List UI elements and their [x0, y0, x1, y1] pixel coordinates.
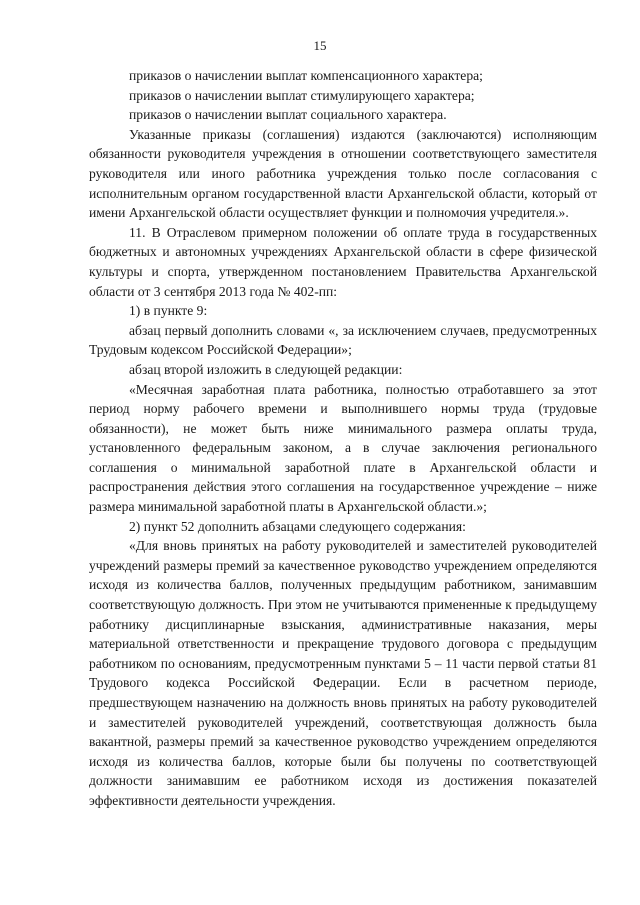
paragraph-social-orders: приказов о начислении выплат социального характера.	[129, 107, 447, 123]
paragraph-incentive-orders: приказов о начислении выплат стимулирующего характера;	[129, 87, 475, 103]
document-body	[89, 66, 597, 811]
page-number: 15	[313, 38, 327, 53]
paragraph-first-abzac-addition: абзац первый дополнить словами «, за исключением случаев, предусмотренных Трудовым кодексом Российской Федерации»;	[89, 322, 597, 358]
paragraph-bonus-rules: «Для вновь принятых на работу руководителей и заместителей руководителей учреждений размеры премий за качественное руководство учреждением определяются исходя из количества баллов, полученных предыдущим работником, занимавшим соответствующую должность. При этом не учитываются примененные к предыдущему работнику дисциплинарные взыскания, административные наказания, меры материальной ответственности и прекращение трудового договора с предыдущим работником по основаниям, предусмотренным пунктами 5 – 11 части первой статьи 81 Трудового кодекса Российской Федерации. Если в расчетном периоде, предшествующем назначению на должность вновь принятых на работу руководителей и заместителей руководителей учреждений, соответствующая должность была вакантной, размеры премий за качественное руководство учреждением определяются исходя из количества баллов, которые были бы получены по соответствующей должности занимавшим ее работником исходя из достижения показателей эффективности деятельности учреждения.	[89, 538, 597, 808]
paragraph-subitem-1: 1) в пункте 9:	[129, 303, 208, 319]
paragraph-subitem-2: 2) пункт 52 дополнить абзацами следующего содержания:	[129, 518, 466, 534]
paragraph-item-11: 11. В Отраслевом примерном положении об оплате труда в государственных бюджетных и автономных учреждениях Архангельской области в сфере физической культуры и спорта, утвержденном постановлением Правительства Архангельской области от 3 сентября 2013 года № 402-пп:	[89, 224, 597, 299]
paragraph-compensation-orders: приказов о начислении выплат компенсационного характера;	[129, 68, 483, 83]
paragraph-orders-approval: Указанные приказы (соглашения) издаются (заключаются) исполняющим обязанности руководителя учреждения в отношении соответствующего заместителя руководителя или иного работника учреждения только после согласования с исполнительным органом государственной власти Архангельской области, который от имени Архангельской области осуществляет функции и полномочия учредителя.».	[89, 126, 597, 221]
paragraph-second-abzac-intro: абзац второй изложить в следующей редакции:	[129, 361, 403, 377]
paragraph-monthly-salary: «Месячная заработная плата работника, полностью отработавшего за этот период норму рабочего времени и выполнившего нормы труда (трудовые обязанности), не может быть ниже минимального размера оплаты труда, установленного федеральным законом, а в случае заключения регионального соглашения о минимальной заработной плате в Архангельской области и распространения действия этого соглашения на государственное учреждение – ниже размера минимальной заработной платы в Архангельской области.»;	[89, 381, 597, 515]
